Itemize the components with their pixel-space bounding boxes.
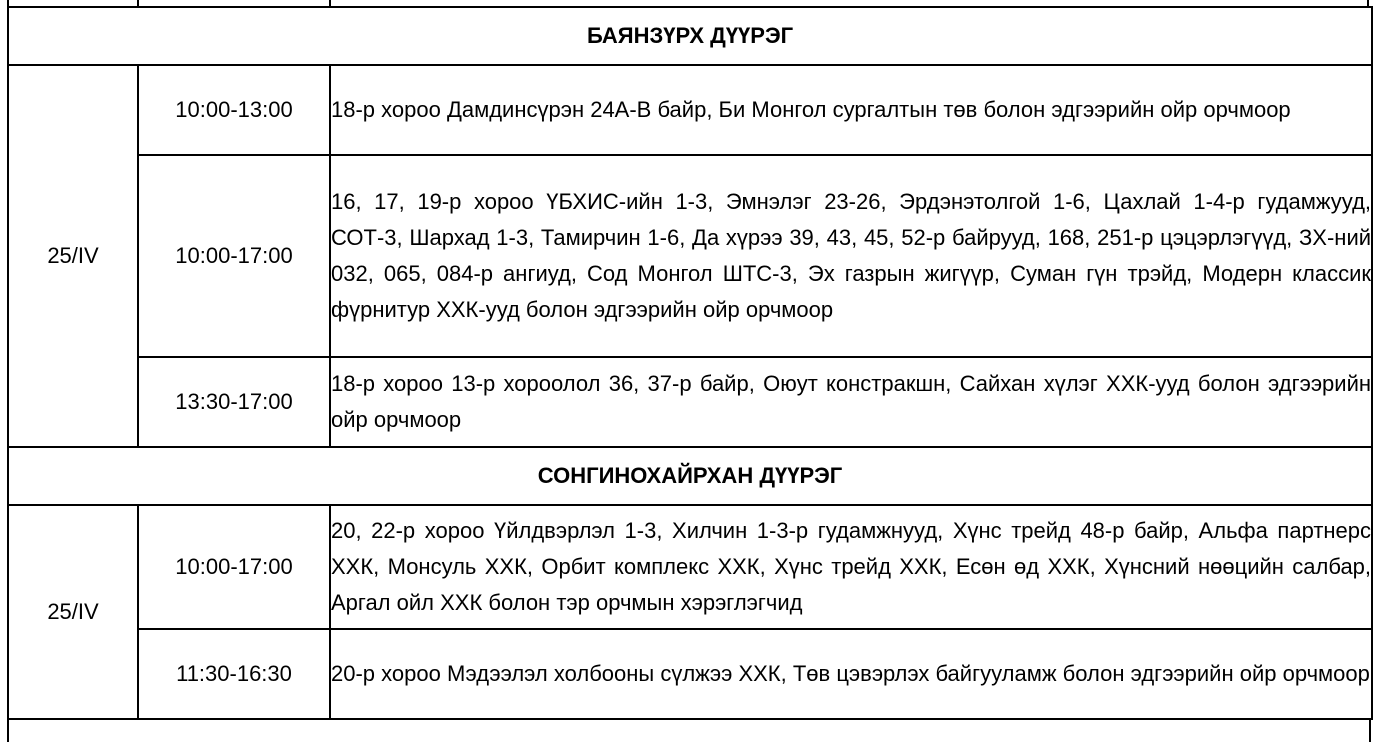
district-name: СОНГИНОХАЙРХАН ДҮҮРЭГ: [8, 447, 1372, 505]
time-cell: 10:00-13:00: [138, 65, 330, 155]
time-cell: 10:00-17:00: [138, 505, 330, 629]
description-cell: [330, 155, 1372, 357]
description-cell: [330, 629, 1372, 719]
description-cell: [330, 505, 1372, 629]
description-text: 18-р хороо Дамдинсүрэн 24А-В байр, Би Монгол сургалтын төв болон эдгээрийн ойр орчмоор: [331, 97, 1291, 122]
description-text: 20-р хороо Мэдээлэл холбооны сүлжээ ХХК, Төв цэвэрлэх байгууламж болон эдгээрийн ойр орчмоор: [331, 661, 1370, 686]
description-text: 18-р хороо 13-р хороолол 36, 37-р байр, Оюут констракшн, Сайхан хүлэг ХХК-ууд болон эдгээрийн ойр орчмоор: [331, 371, 1372, 432]
description-cell: [330, 65, 1372, 155]
district-header-row: [8, 7, 1372, 65]
district-name: БАЯНЗҮРХ ДҮҮРЭГ: [8, 7, 1372, 65]
time-cell: 13:30-17:00: [138, 357, 330, 447]
description-text: 16, 17, 19-р хороо ҮБХИС-ийн 1-3, Эмнэлэг 23-26, Эрдэнэтолгой 1-6, Цахлай 1-4-р гудамжууд, СОТ-3, Шархад 1-3, Тамирчин 1-6, Да хүрээ 39, 43, 45, 52-р байрууд, 168, 251-р цэцэрлэгүүд, ЗХ-ний 032, 065, 084-р ангиуд, Сод Монгол ШТС-3, Эх газрын жигүүр, Суман гүн трэйд, Модерн классик фүрнитур ХХК-ууд болон эдгээрийн ойр орчмоор: [331, 189, 1372, 322]
date-cell: 25/IV: [8, 65, 138, 447]
time-cell: 11:30-16:30: [138, 629, 330, 719]
description-cell: [330, 357, 1372, 447]
next-row-stub: [7, 718, 1371, 742]
table-row: [8, 65, 1372, 155]
table-row: [8, 357, 1372, 447]
district-header-row: [8, 447, 1372, 505]
description-text: 20, 22-р хороо Үйлдвэрлэл 1-3, Хилчин 1-3-р гудамжнууд, Хүнс трейд 48-р байр, Альфа партнерс ХХК, Монсуль ХХК, Орбит комплекс ХХК, Хүнс трейд ХХК, Есөн өд ХХК, Хүнсний нөөцийн салбар, Аргал ойл ХХК болон тэр орчмын хэрэглэгчид: [331, 518, 1372, 615]
outage-schedule-table: [7, 6, 1373, 720]
table-row: [8, 505, 1372, 629]
table-row: [8, 155, 1372, 357]
date-cell: 25/IV: [8, 505, 138, 719]
table-row: [8, 629, 1372, 719]
time-cell: 10:00-17:00: [138, 155, 330, 357]
